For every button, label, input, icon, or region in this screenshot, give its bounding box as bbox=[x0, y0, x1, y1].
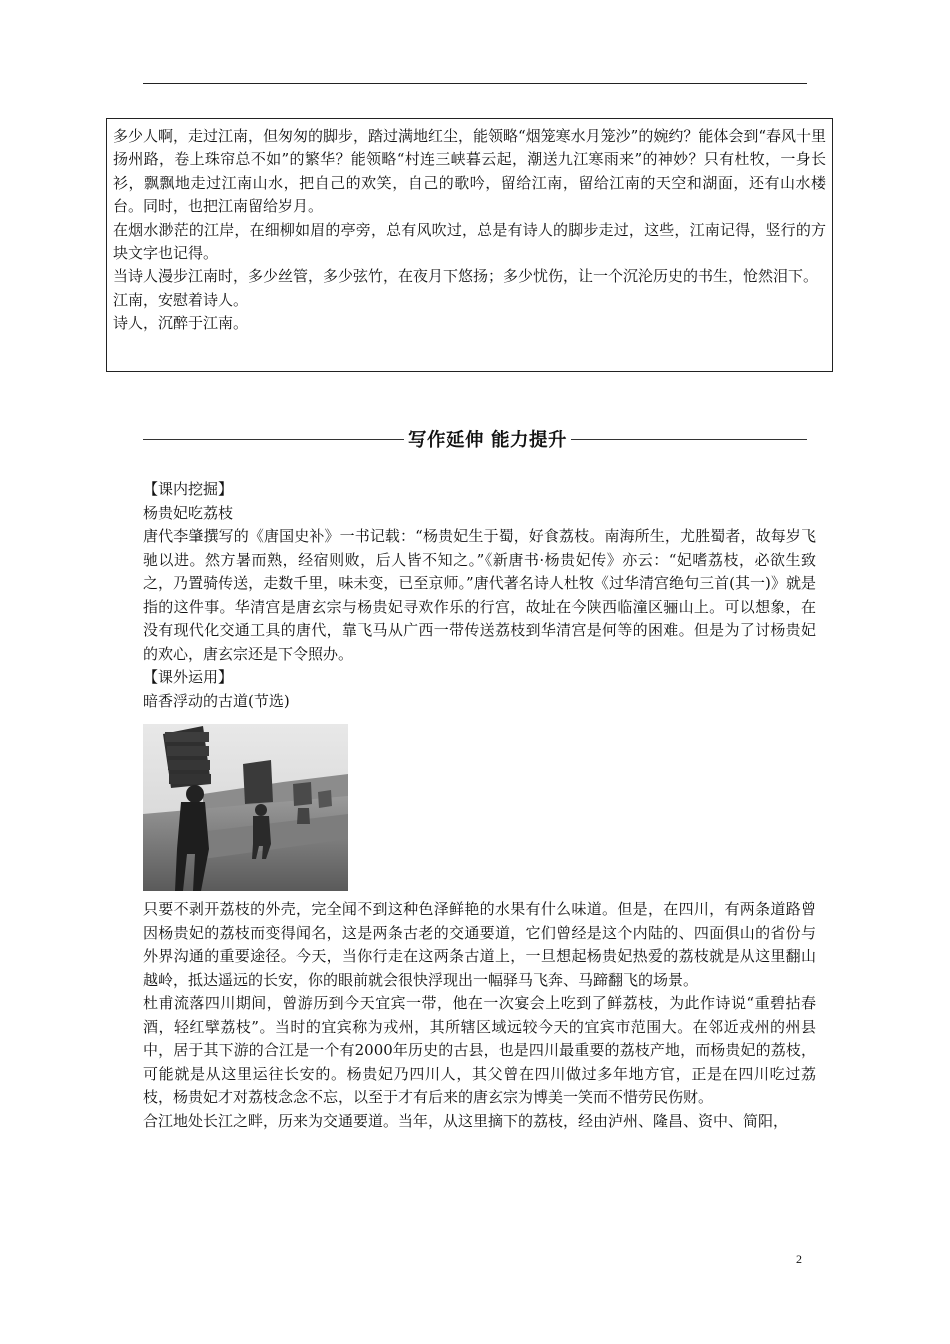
box-paragraph: 诗人，沉醉于江南。 bbox=[113, 314, 249, 333]
in-class-section bbox=[143, 478, 816, 713]
out-class-section bbox=[143, 898, 816, 1133]
in-class-text: 唐代李肇撰写的《唐国史补》一书记载：“杨贵妃生于蜀，好食荔枝。南海所生，尤胜蜀者，故每岁飞驰以进。然方暑而熟，经宿则败，后人皆不知之。”《新唐书·杨贵妃传》亦云：“妃嗜荔枝，必欲生致之，乃置骑传送，走数千里，味未变，已至京师。”唐代著名诗人杜牧《过华清宫绝句三首(其一)》就是指的这件事。华清宫是唐玄宗与杨贵妃寻欢作乐的行宫，故址在今陕西临潼区骊山上。可以想象，在没有现代化交通工具的唐代，靠飞马从广西一带传送荔枝到华清宫是何等的困难。但是为了讨杨贵妃的欢心，唐玄宗还是下令照办。 bbox=[143, 527, 816, 663]
section-header bbox=[143, 424, 807, 454]
section-title: 写作延伸 能力提升 bbox=[408, 430, 567, 451]
porters-statue-image bbox=[143, 724, 348, 891]
box-paragraph: 当诗人漫步江南时，多少丝管，多少弦竹，在夜月下悠扬；多少忧伤，让一个沉沦历史的书生，怆然泪下。 bbox=[113, 267, 819, 286]
section-rule-left bbox=[143, 439, 404, 440]
page-number: 2 bbox=[796, 1252, 802, 1266]
box-paragraph: 江南，安慰着诗人。 bbox=[113, 290, 249, 309]
header-rule bbox=[143, 83, 807, 84]
box-paragraph: 多少人啊，走过江南，但匆匆的脚步，踏过满地红尘，能领略“烟笼寒水月笼沙”的婉约？能体会到“春风十里扬州路，卷上珠帘总不如”的繁华？能领略“村连三峡暮云起，潮送九江寒雨来”的神妙？只有杜牧，一身长衫，飘飘地走过江南山水，把自己的欢笑，自己的歌吟，留给江南，留给江南的天空和湖面，还有山水楼台。同时，也把江南留给岁月。 bbox=[113, 127, 827, 216]
section-rule-right bbox=[571, 439, 807, 440]
in-class-label: 【课内挖掘】 bbox=[143, 480, 234, 498]
out-class-paragraph: 合江地处长江之畔，历来为交通要道。当年，从这里摘下的荔枝，经由泸州、隆昌、资中、简阳， bbox=[143, 1111, 789, 1130]
quote-box bbox=[106, 118, 833, 372]
out-class-paragraph: 杜甫流落四川期间，曾游历到今天宜宾一带，他在一次宴会上吃到了鲜荔枝，为此作诗说“重碧拈春酒，轻红擘荔枝”。当时的宜宾称为戎州，其所辖区域远较今天的宜宾市范围大。在邻近戎州的州县中，居于其下游的合江是一个有2000年历史的古县，也是四川最重要的荔枝产地，而杨贵妃的荔枝，可能就是从这里运往长安的。杨贵妃乃四川人，其父曾在四川做过多年地方官，正是在四川吃过荔枝，杨贵妃才对荔枝念念不忘，以至于才有后来的唐玄宗为博美一笑而不惜劳民伤财。 bbox=[143, 994, 816, 1106]
box-paragraph: 在烟水渺茫的江岸，在细柳如眉的亭旁，总有风吹过，总是有诗人的脚步走过，这些，江南记得，竖行的方块文字也记得。 bbox=[113, 220, 826, 263]
porters-photo bbox=[143, 724, 348, 891]
in-class-title: 杨贵妃吃荔枝 bbox=[143, 503, 234, 522]
out-class-title: 暗香浮动的古道(节选) bbox=[143, 691, 290, 710]
out-class-label: 【课外运用】 bbox=[143, 668, 234, 686]
out-class-paragraph: 只要不剥开荔枝的外壳，完全闻不到这种色泽鲜艳的水果有什么味道。但是，在四川，有两条道路曾因杨贵妃的荔枝而变得闻名，这是两条古老的交通要道，它们曾经是这个内陆的、四面俱山的省份与外界沟通的重要途径。今天，当你行走在这两条古道上，一旦想起杨贵妃热爱的荔枝就是从这里翻山越岭，抵达遥远的长安，你的眼前就会很快浮现出一幅驿马飞奔、马蹄翻飞的场景。 bbox=[143, 900, 816, 989]
